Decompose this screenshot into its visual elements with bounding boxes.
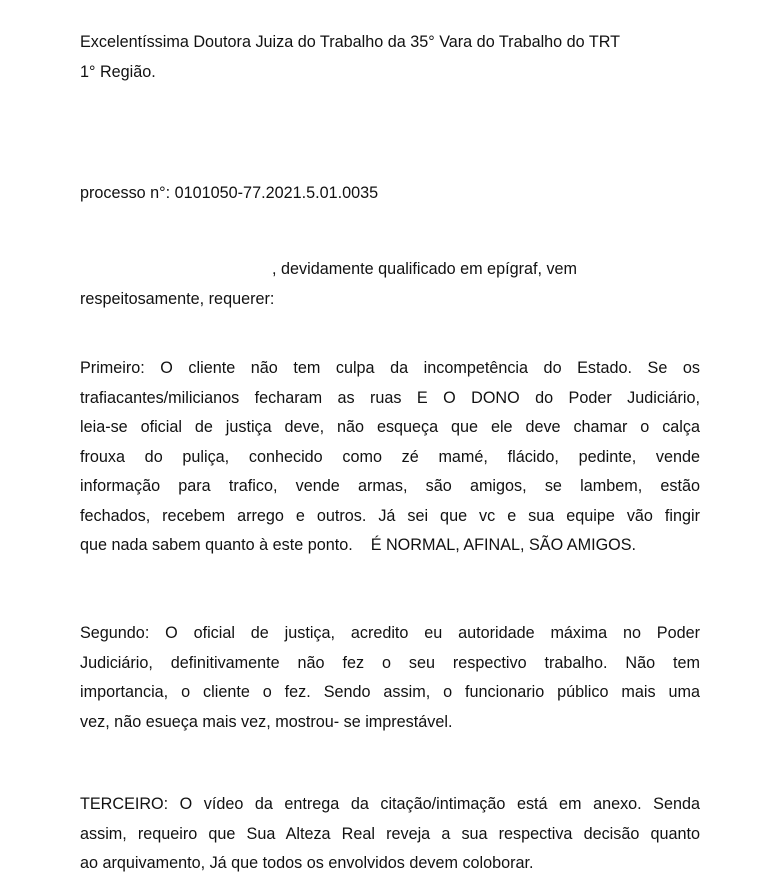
process-number-text: processo n°: 0101050-77.2021.5.01.0035 [80, 184, 379, 202]
paragraph-line: Primeiro: O cliente não tem culpa da incompetência do Estado. Se os [80, 359, 700, 377]
paragraph-first [80, 354, 700, 561]
addressee-line: Excelentíssima Doutora Juiza do Trabalho da 35° Vara do Trabalho do TRT [80, 33, 621, 51]
addressee-line: 1° Região. [80, 62, 156, 81]
paragraph-line: Segundo: O oficial de justiça, acredito eu autoridade máxima no Poder [80, 624, 700, 642]
paragraph-line: informação para trafico, vende armas, são amigos, se lambem, estão [80, 477, 700, 495]
paragraph-line: importancia, o cliente o fez. Sendo assim, o funcionario público mais uma [80, 683, 700, 701]
intro-paragraph [80, 255, 700, 314]
paragraph-line: que nada sabem quanto à este ponto. É NORMAL, AFINAL, SÃO AMIGOS. [80, 536, 637, 554]
paragraph-line: TERCEIRO: O vídeo da entrega da citação/intimação está em anexo. Senda [80, 795, 700, 813]
paragraph-line: fechados, recebem arrego e outros. Já sei que vc e sua equipe vão fingir [80, 506, 700, 525]
process-number [80, 179, 700, 209]
intro-line: respeitosamente, requerer: [80, 289, 275, 308]
intro-line: , devidamente qualificado em epígraf, vem [272, 260, 578, 278]
paragraph-line: ao arquivamento, Já que todos os envolvidos devem coloborar. [80, 854, 534, 872]
paragraph-line: leia-se oficial de justiça deve, não esqueça que ele deve chamar o calça [80, 418, 700, 436]
paragraph-line: vez, não esueça mais vez, mostrou- se imprestável. [80, 712, 453, 731]
paragraph-line: Judiciário, definitivamente não fez o seu respectivo trabalho. Não tem [80, 653, 700, 672]
paragraph-second [80, 619, 700, 737]
paragraph-line: assim, requeiro que Sua Alteza Real reveja a sua respectiva decisão quanto [80, 824, 700, 843]
paragraph-line: trafiacantes/milicianos fecharam as ruas E O DONO do Poder Judiciário, [80, 388, 700, 407]
paragraph-line: frouxa do puliça, conhecido como zé mamé, flácido, pedinte, vende [80, 447, 700, 466]
addressee [80, 28, 700, 87]
paragraph-third [80, 790, 700, 879]
